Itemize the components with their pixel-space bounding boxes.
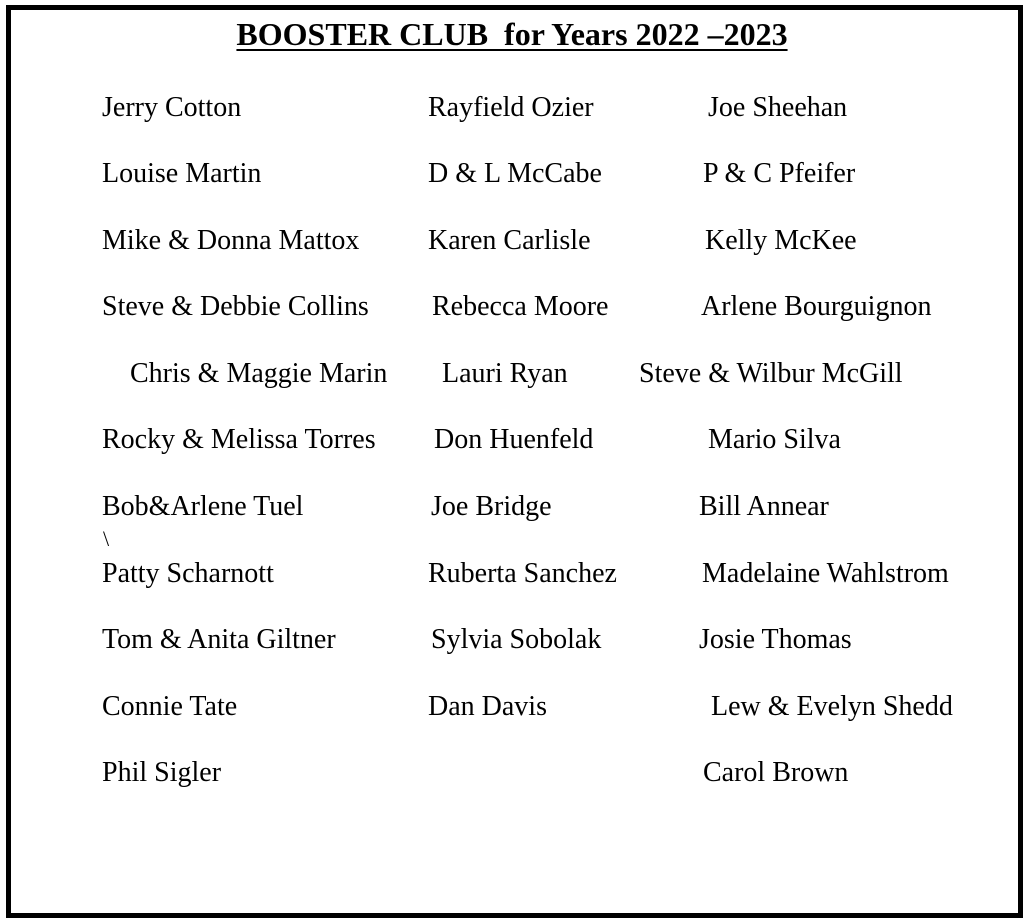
member-name: Dan Davis: [428, 691, 547, 722]
member-name: Josie Thomas: [699, 624, 852, 655]
member-name: Patty Scharnott: [102, 558, 274, 589]
member-name: Lauri Ryan: [442, 358, 568, 389]
member-name: Arlene Bourguignon: [701, 291, 932, 322]
member-name: Bill Annear: [699, 491, 829, 522]
member-name: Tom & Anita Giltner: [102, 624, 336, 655]
member-name: Carol Brown: [703, 757, 849, 788]
member-name: Karen Carlisle: [428, 225, 591, 256]
member-name: Rebecca Moore: [432, 291, 609, 322]
member-name: Chris & Maggie Marin: [130, 358, 388, 389]
member-name: Steve & Debbie Collins: [102, 291, 369, 322]
member-name: Joe Bridge: [431, 491, 552, 522]
member-name: Connie Tate: [102, 691, 238, 722]
member-name: Kelly McKee: [705, 225, 857, 256]
member-name: Rayfield Ozier: [428, 92, 594, 123]
member-name: Rocky & Melissa Torres: [102, 424, 376, 455]
document-title: BOOSTER CLUB for Years 2022 –2023: [236, 16, 788, 52]
member-name: Lew & Evelyn Shedd: [711, 691, 953, 722]
member-name: Sylvia Sobolak: [431, 624, 602, 655]
stray-mark: \: [103, 526, 110, 551]
member-name: Ruberta Sanchez: [428, 558, 617, 589]
member-name: Steve & Wilbur McGill: [639, 358, 903, 389]
member-name: Bob&Arlene Tuel: [102, 491, 304, 522]
member-name: Phil Sigler: [102, 757, 222, 788]
member-name: Madelaine Wahlstrom: [702, 558, 949, 589]
member-name: P & C Pfeifer: [703, 158, 856, 189]
member-name: Mario Silva: [708, 424, 841, 455]
member-name: Mike & Donna Mattox: [102, 225, 360, 256]
member-name: Louise Martin: [102, 158, 262, 189]
member-name: Joe Sheehan: [708, 92, 848, 123]
member-name: Don Huenfeld: [434, 424, 594, 455]
member-name: Jerry Cotton: [102, 92, 242, 123]
member-name: D & L McCabe: [428, 158, 602, 189]
